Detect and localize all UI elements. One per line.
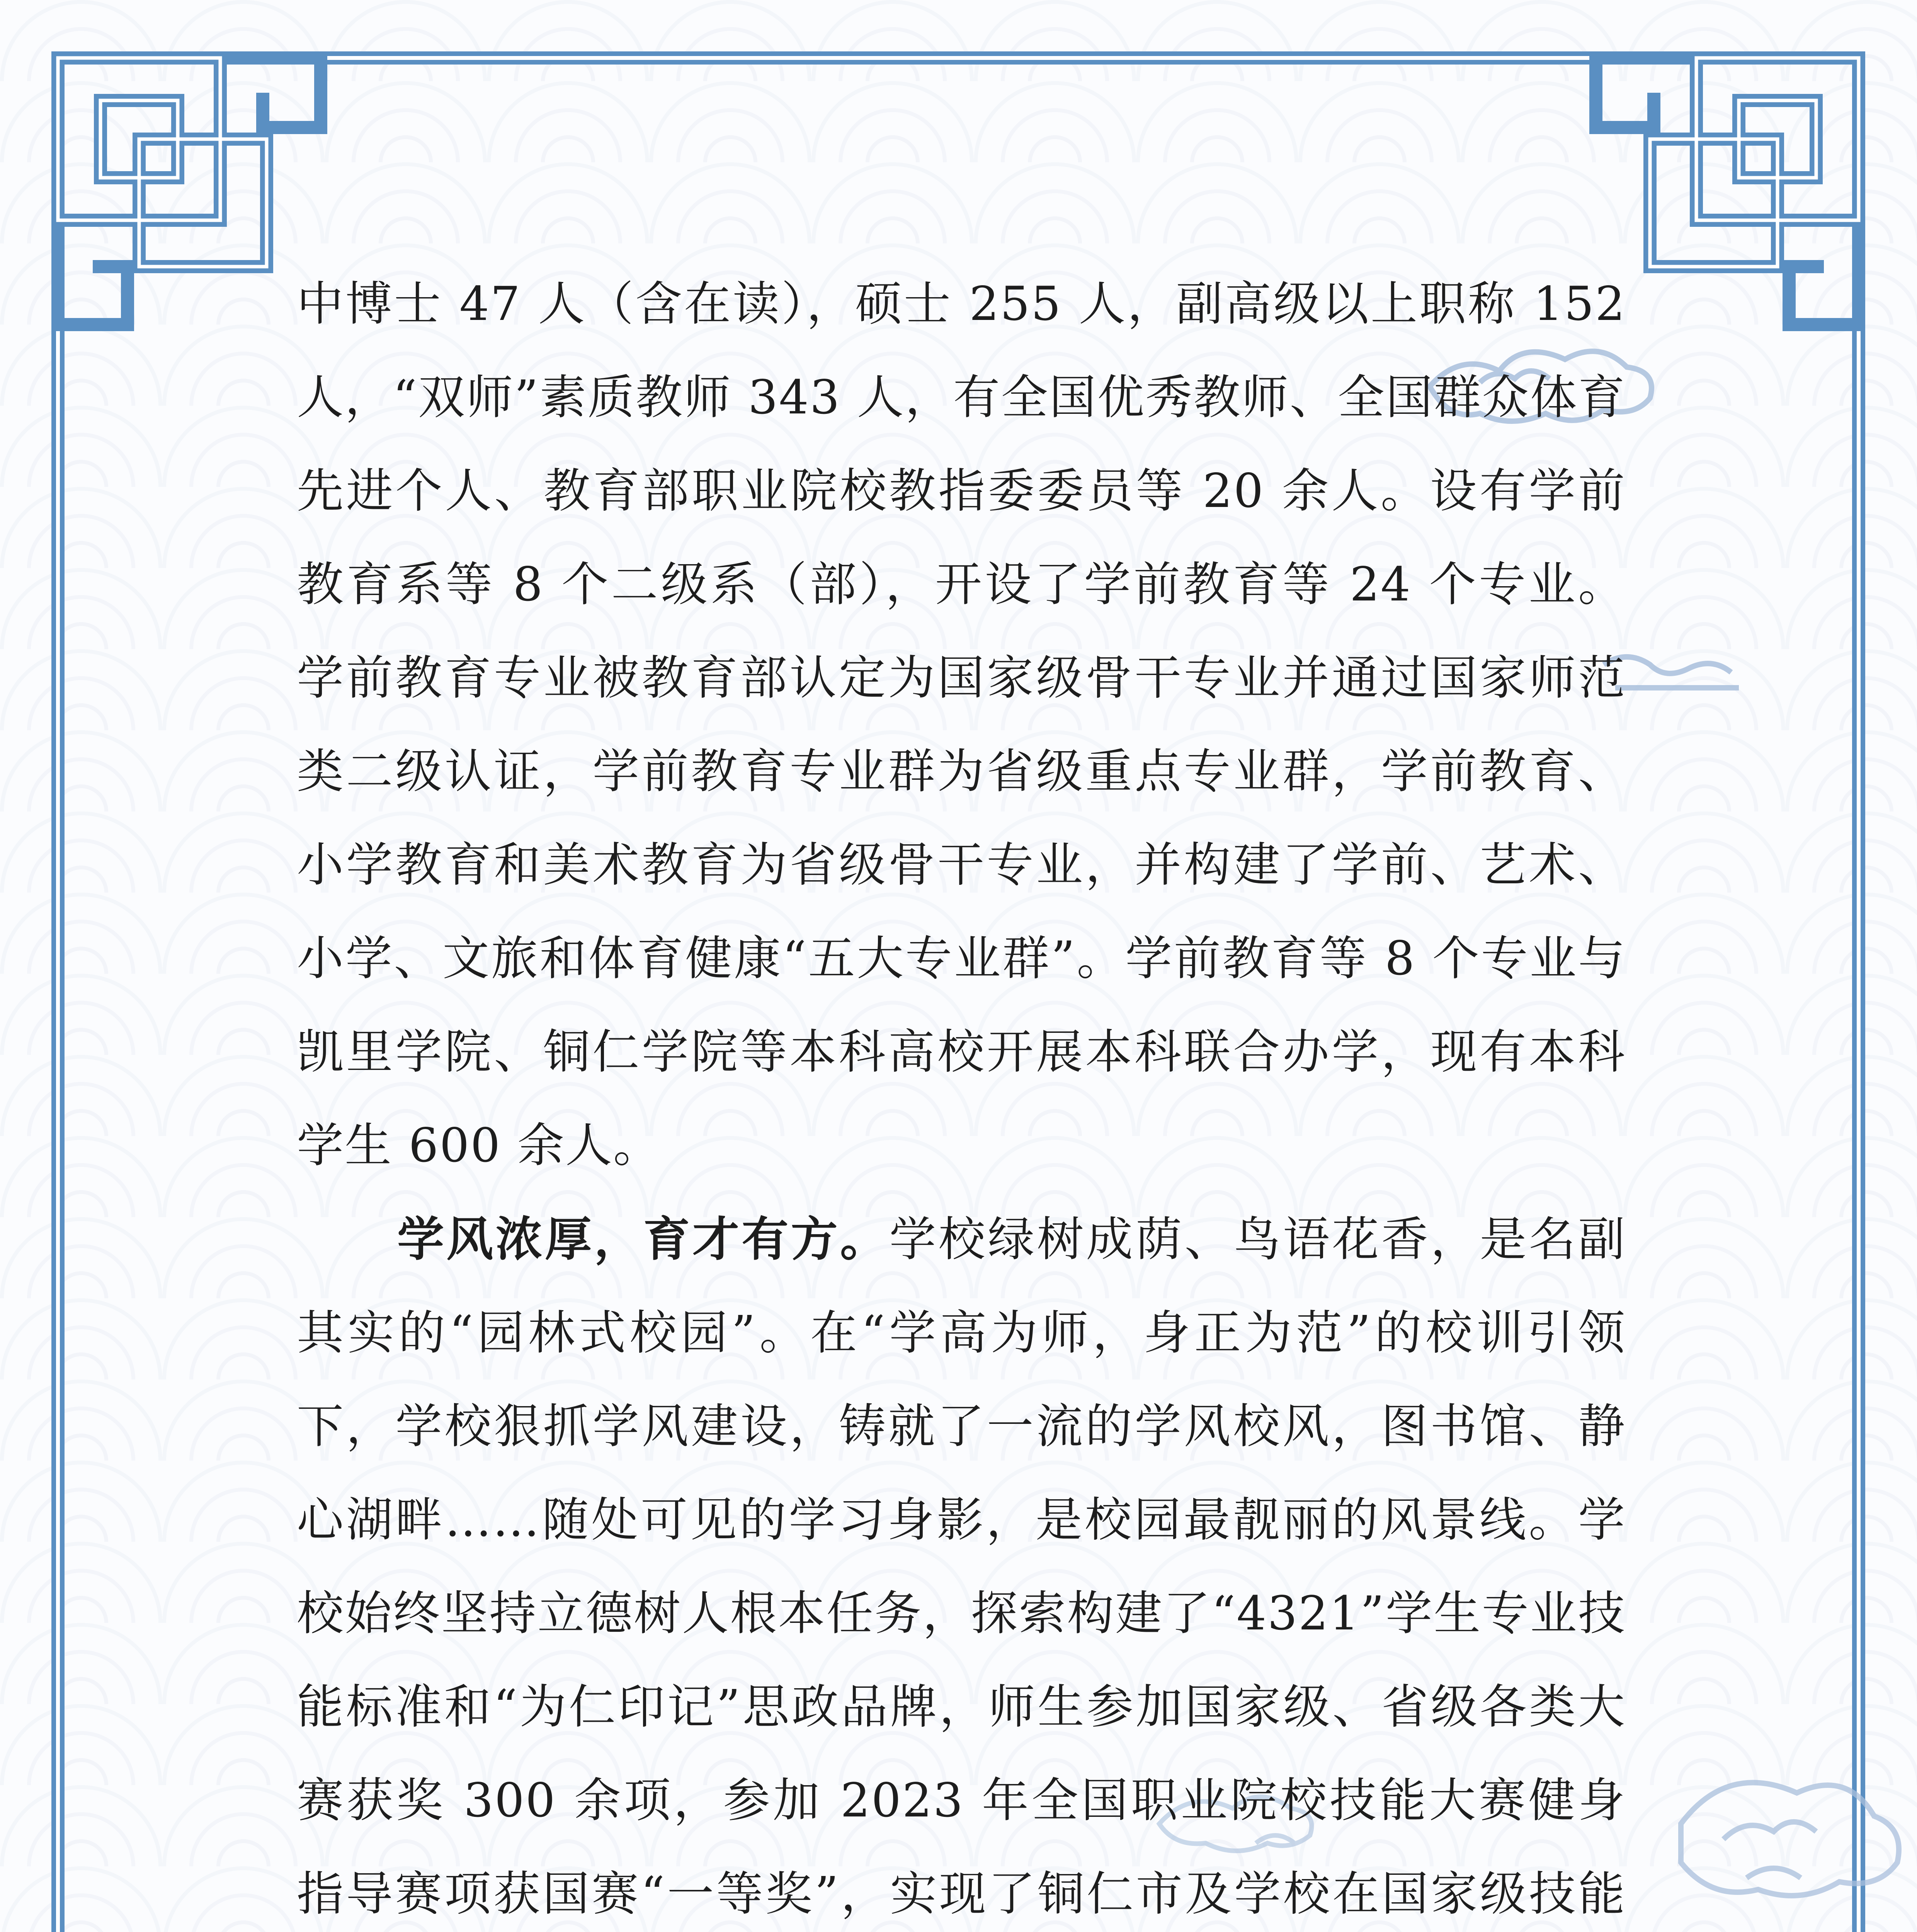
paragraph-2-lead: 学风浓厚，育才有方。	[397, 1211, 890, 1267]
corner-ornament-top-left	[58, 58, 321, 325]
document-body	[297, 257, 1626, 1932]
paragraph-1	[297, 257, 1626, 1192]
paragraph-1-text: 中博士 47 人（含在读），硕士 255 人，副高级以上职称 152 人，“双师”素质教师 343 人，有全国优秀教师、全国群众体育先进个人、教育部职业院校教指委委员等 20 余人。设有学前教育系等 8 个二级系（部），开设了学前教育等 24 个专业。学前教育专业被教育部认定为国家级骨干专业并通过国家师范类二级认证，学前教育专业群为省级重点专业群，学前教育、小学教育和美术教育为省级骨干专业，并构建了学前、艺术、小学、文旅和体育健康“五大专业群”。学前教育等 8 个专业与凯里学院、铜仁学院等本科高校开展本科联合办学，现有本科学生 600 余人。	[297, 277, 1626, 1173]
paragraph-2-text: 学校绿树成荫、鸟语花香，是名副其实的“园林式校园”。在“学高为师，身正为范”的校训引领下，学校狠抓学风建设，铸就了一流的学风校风，图书馆、静心湖畔……随处可见的学习身影，是校园最靓丽的风景线。学校始终坚持立德树人根本任务，探索构建了“4321”学生专业技能标准和“为仁印记”思政品牌，师生参加国家级、省级各类大赛获奖 300 余项，参加 2023 年全国职业院校技能大赛健身指导赛项获国赛“一等奖”，实现了铜仁市及学校在国家级技能	[297, 1212, 1626, 1921]
paragraph-2	[297, 1192, 1626, 1932]
cloud-ornament-right	[1681, 1782, 1899, 1932]
corner-ornament-top-right	[1596, 58, 1859, 325]
